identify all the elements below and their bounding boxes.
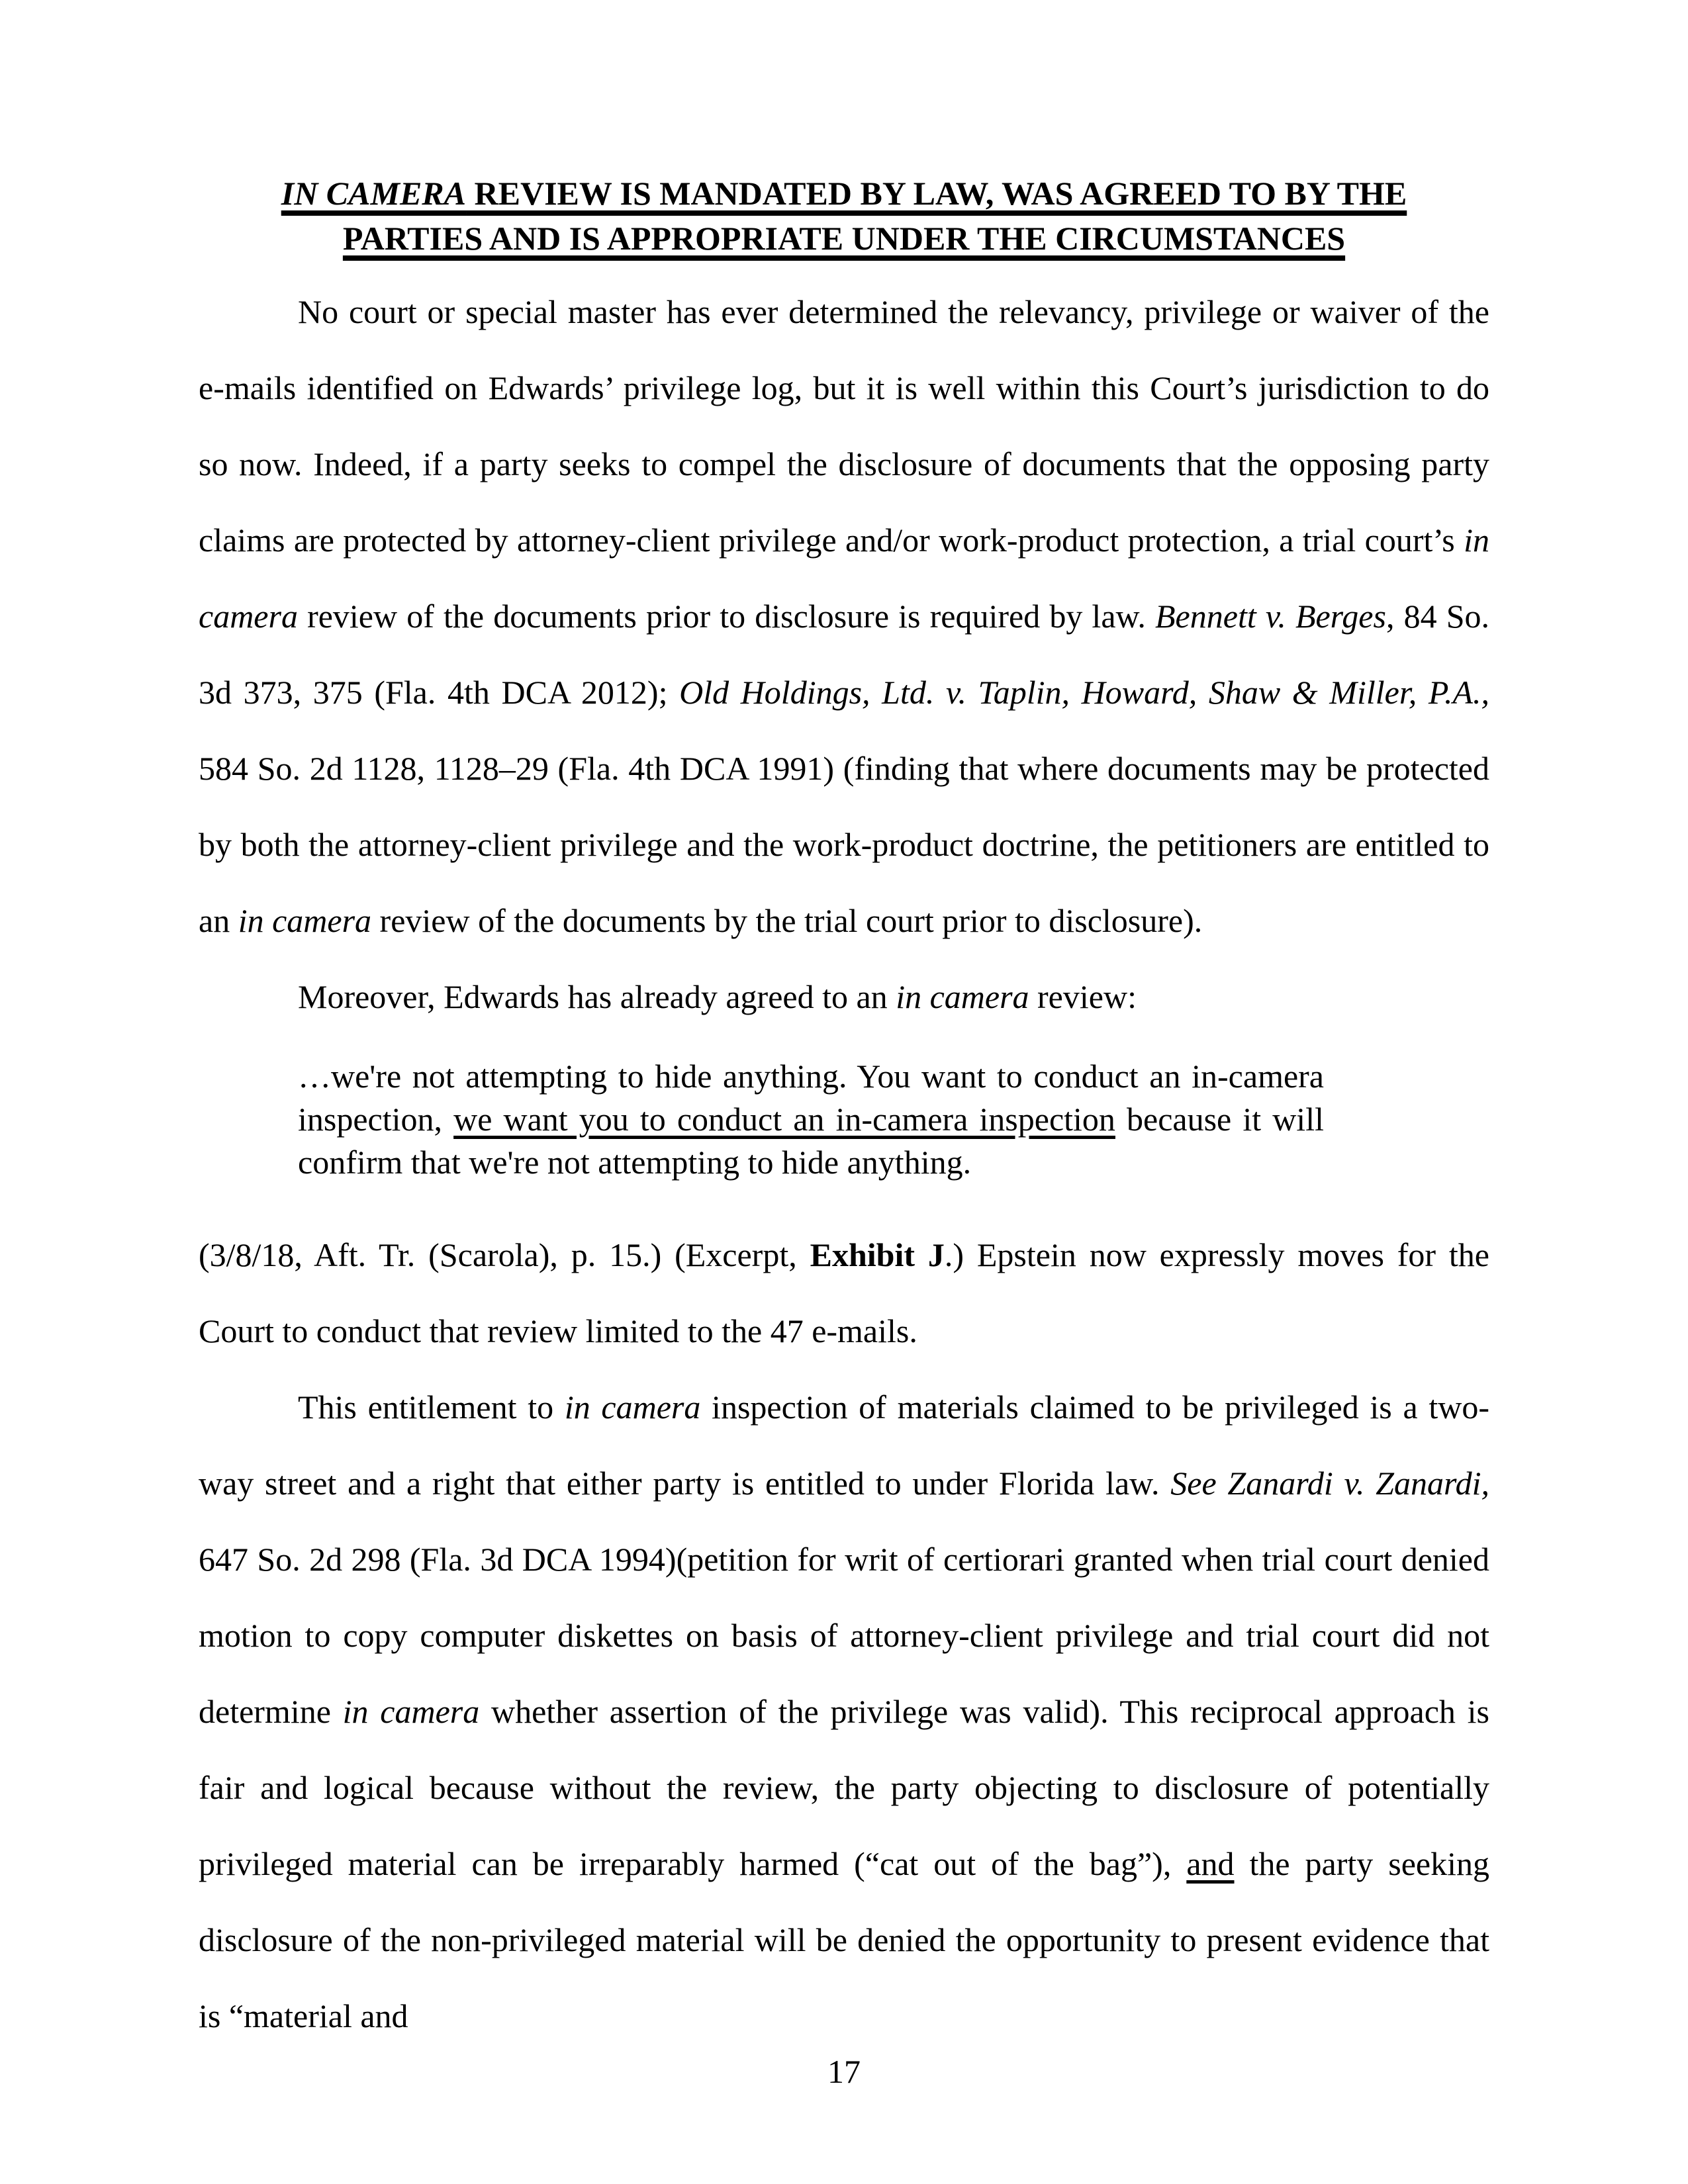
text-segment: , 84 So. 3d 373, 375 (Fla. 4th DCA 2012); [199,598,1490,711]
text-segment: in camera [199,522,1489,635]
text-segment: in camera [896,978,1029,1015]
text-segment: review of the documents prior to disclosure is required by law. [297,598,1156,635]
text-segment: because it will confirm that we're not attempting to hide anything. [298,1101,1324,1181]
text-segment: This entitlement to [298,1388,565,1426]
text-segment: PARTIES AND IS APPROPRIATE UNDER THE CIRCUMSTANCES [342,220,1346,257]
text-segment: Bennett v. Berges [1155,598,1386,635]
document-content [199,171,1489,2054]
text-segment: Exhibit J [810,1236,945,1273]
text-segment: …we're not attempting to hide anything. You want to conduct an in-camera inspection, [298,1058,1324,1138]
text-segment: inspection of materials claimed to be privileged is a two-way street and a right that either party is entitled to under Florida law. [199,1388,1489,1502]
text-segment: in camera [342,1693,480,1730]
heading-line-2 [199,216,1489,261]
text-segment: .) Epstein now expressly moves for the Court to conduct that review limited to the 47 e-mails. [199,1236,1489,1349]
text-segment: in camera [564,1388,701,1426]
page-number: 17 [827,2053,861,2090]
text-segment: No court or special master has ever determined the relevancy, privilege or waiver of the e-mails identified on Edwards’ privilege log, but it is well within this Court’s jurisdiction to do so now. Indeed, if a party seeks to compel the disclosure of documents that the opposing party claims are protected by attorney-client privilege and/or work-product protection, a trial court’s [199,293,1489,559]
text-segment: Old Holdings, Ltd. v. Taplin, Howard, Shaw & Miller, P.A., [679,674,1489,711]
text-segment: 647 So. 2d 298 (Fla. 3d DCA 1994)(petition for writ of certiorari granted when trial court denied motion to copy computer diskettes on basis of attorney-client privilege and trial court did not determine [199,1541,1489,1730]
text-segment: whether assertion of the privilege was valid). This reciprocal approach is fair and logical because without the review, the party objecting to disclosure of potentially privileged material can be irreparably harmed (“cat out of the bag”), [199,1693,1489,1882]
document-body [199,274,1489,2054]
text-segment: review: [1029,978,1137,1015]
paragraph-moreover [199,959,1489,1035]
heading-underlined-text [281,175,1407,212]
text-segment: 584 So. 2d 1128, 1128–29 (Fla. 4th DCA 1991) (finding that where documents may be protected by both the attorney-client privilege and the work-product doctrine, the petitioners are entitled to an [199,750,1489,939]
block-quote [298,1055,1324,1184]
paragraph-no-court [199,274,1489,959]
heading-line-1 [199,171,1489,216]
text-segment: and [1186,1845,1235,1882]
text-segment: REVIEW IS MANDATED BY LAW, WAS AGREED TO BY THE [466,175,1407,212]
text-segment: review of the documents by the trial court prior to disclosure). [371,902,1203,939]
section-heading [199,171,1489,261]
text-segment: (3/8/18, Aft. Tr. (Scarola), p. 15.) (Excerpt, [199,1236,810,1273]
paragraph-transcript-cite [199,1217,1489,1369]
paragraph-entitlement [199,1369,1489,2054]
text-segment: IN CAMERA [281,175,467,212]
text-segment: in camera [238,902,372,939]
text-segment: we want you to conduct an in-camera inspection [453,1101,1115,1138]
text-segment: See Zanardi v. Zanardi, [1170,1465,1489,1502]
heading-underlined-text [343,220,1345,257]
text-segment: Moreover, Edwards has already agreed to an [298,978,896,1015]
text-segment: the party seeking disclosure of the non-privileged material will be denied the opportunity to present evidence that is “material and [199,1845,1489,2034]
